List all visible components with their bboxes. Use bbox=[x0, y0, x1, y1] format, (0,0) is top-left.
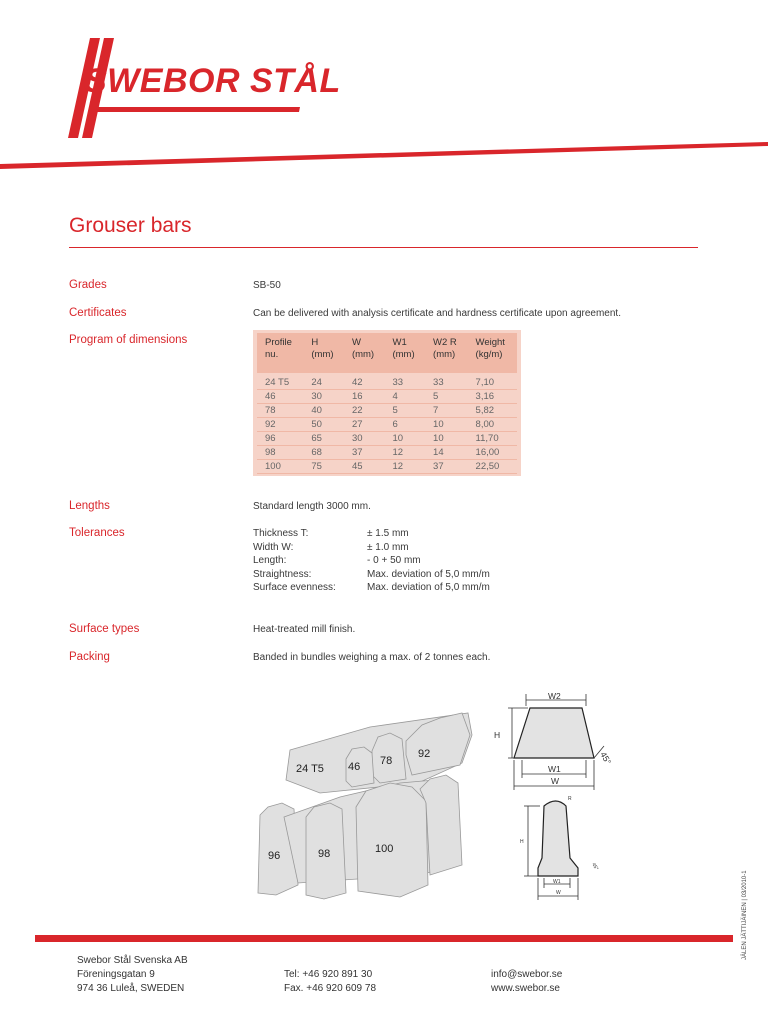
program-label: Program of dimensions bbox=[69, 334, 188, 346]
table-cell: 100 bbox=[257, 460, 303, 474]
grades-label: Grades bbox=[69, 279, 107, 291]
table-cell: 68 bbox=[303, 446, 344, 460]
tolerance-value: ± 1.0 mm bbox=[367, 541, 409, 553]
table-cell: 65 bbox=[303, 432, 344, 446]
table-cell: 12 bbox=[384, 446, 425, 460]
title-divider bbox=[69, 247, 698, 248]
col-w: W (mm) bbox=[344, 333, 385, 373]
tolerance-name: Length: bbox=[253, 555, 287, 567]
tolerance-name: Surface evenness: bbox=[253, 582, 336, 594]
certificates-value: Can be delivered with analysis certificate and hardness certificate upon agreement. bbox=[253, 308, 621, 319]
footer-phone bbox=[284, 968, 376, 996]
table-cell: 12 bbox=[384, 460, 425, 474]
table-row bbox=[257, 432, 517, 446]
table-cell: 16 bbox=[344, 390, 385, 404]
grades-value: SB-50 bbox=[253, 280, 281, 291]
table-cell: 10 bbox=[384, 432, 425, 446]
web-link[interactable]: www.swebor.se bbox=[491, 983, 560, 994]
table-cell: 14 bbox=[425, 446, 468, 460]
label-w1: W1 bbox=[548, 764, 561, 774]
table-cell: 8,00 bbox=[468, 418, 517, 432]
side-note: JÄLEN JÄTTIJÄINEN | 03/2010-1 bbox=[742, 870, 748, 960]
table-row bbox=[257, 418, 517, 432]
label-h: H bbox=[494, 730, 501, 740]
packing-label: Packing bbox=[69, 651, 110, 663]
certificates-label: Certificates bbox=[69, 307, 127, 319]
grouser-bars-illustration bbox=[250, 705, 490, 905]
table-cell: 22 bbox=[344, 404, 385, 418]
table-cell: 37 bbox=[344, 446, 385, 460]
surface-value: Heat-treated mill finish. bbox=[253, 624, 356, 635]
col-h: H (mm) bbox=[303, 333, 344, 373]
lengths-label: Lengths bbox=[69, 500, 110, 512]
table-row bbox=[257, 460, 517, 474]
table-cell: 92 bbox=[257, 418, 303, 432]
table-cell: 30 bbox=[303, 390, 344, 404]
lengths-value: Standard length 3000 mm. bbox=[253, 501, 371, 512]
table-cell: 5 bbox=[384, 404, 425, 418]
bar-label-24t5: 24 T5 bbox=[296, 763, 324, 775]
label-w2: W2 bbox=[548, 691, 561, 701]
label-w-small: W bbox=[556, 890, 561, 896]
header-divider bbox=[0, 140, 768, 170]
table-cell: 30 bbox=[344, 432, 385, 446]
table-cell: 96 bbox=[257, 432, 303, 446]
street-address: Föreningsgatan 9 bbox=[77, 969, 155, 980]
table-cell: 24 bbox=[303, 373, 344, 390]
table-row bbox=[257, 390, 517, 404]
page-title: Grouser bars bbox=[69, 214, 192, 237]
table-cell: 33 bbox=[425, 373, 468, 390]
table-cell: 75 bbox=[303, 460, 344, 474]
table-row bbox=[257, 446, 517, 460]
col-w2r: W2 R (mm) bbox=[425, 333, 468, 373]
tolerance-name: Straightness: bbox=[253, 568, 312, 580]
company-name: Swebor Stål Svenska AB bbox=[77, 955, 188, 966]
bar-label-96: 96 bbox=[268, 850, 281, 862]
tolerance-name: Width W: bbox=[253, 541, 294, 553]
label-r: R bbox=[568, 796, 572, 802]
table-cell: 78 bbox=[257, 404, 303, 418]
table-cell: 11,70 bbox=[468, 432, 517, 446]
tel: Tel: +46 920 891 30 bbox=[284, 969, 373, 980]
table-cell: 5 bbox=[425, 390, 468, 404]
bar-label-92: 92 bbox=[418, 748, 431, 760]
table-cell: 10 bbox=[425, 418, 468, 432]
table-cell: 24 T5 bbox=[257, 373, 303, 390]
packing-value: Banded in bundles weighing a max. of 2 tonnes each. bbox=[253, 652, 491, 663]
table-cell: 7 bbox=[425, 404, 468, 418]
table-cell: 40 bbox=[303, 404, 344, 418]
table-cell: 16,00 bbox=[468, 446, 517, 460]
table-cell: 98 bbox=[257, 446, 303, 460]
label-angle: 45° bbox=[598, 750, 614, 767]
label-w1-small: W1 bbox=[553, 879, 561, 885]
footer-divider bbox=[35, 935, 733, 942]
table-cell: 46 bbox=[257, 390, 303, 404]
table-cell: 10 bbox=[425, 432, 468, 446]
tolerance-value: ± 1.5 mm bbox=[367, 528, 409, 539]
table-cell: 22,50 bbox=[468, 460, 517, 474]
table-cell: 42 bbox=[344, 373, 385, 390]
tolerance-value: Max. deviation of 5,0 mm/m bbox=[367, 582, 490, 594]
table-cell: 3,16 bbox=[468, 390, 517, 404]
col-w1: W1 (mm) bbox=[384, 333, 425, 373]
table-cell: 37 bbox=[425, 460, 468, 474]
table-cell: 27 bbox=[344, 418, 385, 432]
footer-contact bbox=[491, 968, 562, 996]
col-profile: Profile nu. bbox=[257, 333, 303, 373]
dimension-table bbox=[253, 330, 521, 476]
label-h-small: H bbox=[520, 839, 524, 845]
table-cell: 5,82 bbox=[468, 404, 517, 418]
table-cell: 6 bbox=[384, 418, 425, 432]
table-cell: 7,10 bbox=[468, 373, 517, 390]
tolerances-label: Tolerances bbox=[69, 527, 125, 539]
bar-label-98: 98 bbox=[318, 848, 331, 860]
label-w: W bbox=[551, 776, 560, 786]
table-row bbox=[257, 373, 517, 390]
tolerance-value: - 0 + 50 mm bbox=[367, 555, 421, 567]
table-row bbox=[257, 404, 517, 418]
label-angle-small: 45° bbox=[590, 862, 600, 872]
fax: Fax. +46 920 609 78 bbox=[284, 983, 377, 994]
surface-label: Surface types bbox=[69, 623, 140, 635]
bar-label-46: 46 bbox=[348, 761, 361, 773]
footer-address bbox=[77, 954, 188, 996]
table-cell: 45 bbox=[344, 460, 385, 474]
cross-section-diagram bbox=[490, 688, 630, 908]
city-address: 974 36 Luleå, SWEDEN bbox=[77, 983, 185, 994]
email-link[interactable]: info@swebor.se bbox=[491, 969, 563, 980]
tolerance-value: Max. deviation of 5,0 mm/m bbox=[367, 568, 490, 580]
table-cell: 33 bbox=[384, 373, 425, 390]
table-cell: 50 bbox=[303, 418, 344, 432]
table-cell: 4 bbox=[384, 390, 425, 404]
logo-text: SWEBOR STÅL bbox=[84, 62, 341, 100]
col-weight: Weight (kg/m) bbox=[468, 333, 517, 373]
tolerance-name: Thickness T: bbox=[253, 528, 309, 539]
bar-label-78: 78 bbox=[380, 755, 393, 767]
bar-label-100: 100 bbox=[375, 843, 394, 855]
